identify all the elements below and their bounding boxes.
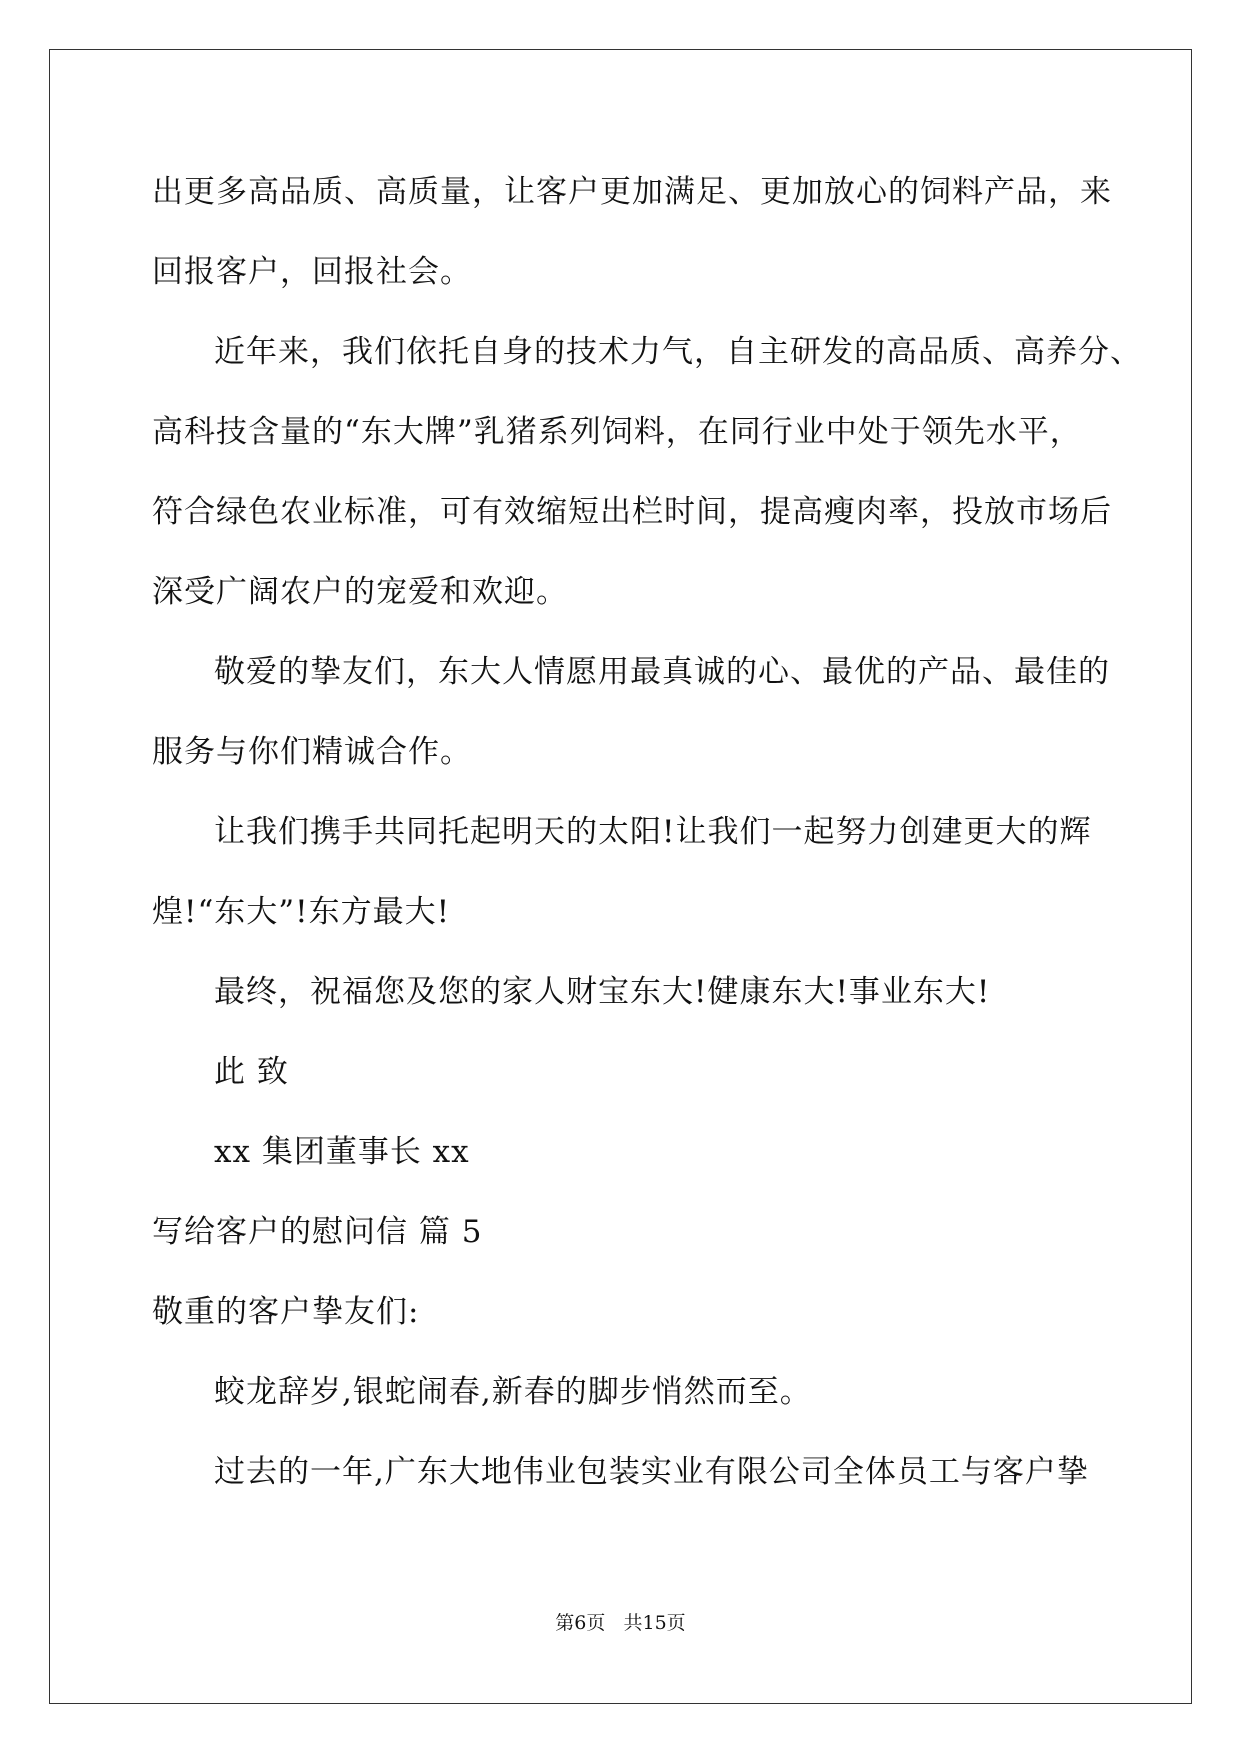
- body-line-6: 深受广阔农户的宠爱和欢迎。: [152, 574, 568, 610]
- body-line-8: 服务与你们精诚合作。: [152, 734, 472, 770]
- body-line-17: 过去的一年,广东大地伟业包装实业有限公司全体员工与客户挚: [214, 1454, 1089, 1490]
- body-line-10: 煌!“东大”!东方最大!: [152, 894, 451, 930]
- body-line-5: 符合绿色农业标准，可有效缩短出栏时间，提高瘦肉率，投放市场后: [152, 494, 1112, 530]
- body-line-3: 近年来，我们依托自身的技术力气，自主研发的高品质、高养分、: [214, 334, 1142, 370]
- closing-salutation: 此 致: [214, 1054, 289, 1090]
- page-footer: 第6页 共15页: [555, 1612, 686, 1634]
- section-heading: 写给客户的慰问信 篇 5: [152, 1214, 483, 1250]
- signature-line: xx 集团董事长 xx: [214, 1134, 470, 1170]
- body-line-11: 最终，祝福您及您的家人财宝东大!健康东大!事业东大!: [214, 974, 991, 1010]
- body-line-1: 出更多高品质、高质量，让客户更加满足、更加放心的饲料产品，来: [152, 174, 1112, 210]
- body-line-9: 让我们携手共同托起明天的太阳!让我们一起努力创建更大的辉: [214, 814, 1092, 850]
- body-line-7: 敬爱的挚友们，东大人情愿用最真诚的心、最优的产品、最佳的: [214, 654, 1110, 690]
- letter-greeting: 敬重的客户挚友们:: [152, 1294, 420, 1330]
- body-line-2: 回报客户，回报社会。: [152, 254, 472, 290]
- body-line-4: 高科技含量的“东大牌”乳猪系列饲料，在同行业中处于领先水平，: [152, 414, 1082, 450]
- body-line-16: 蛟龙辞岁,银蛇闹春,新春的脚步悄然而至。: [214, 1374, 812, 1410]
